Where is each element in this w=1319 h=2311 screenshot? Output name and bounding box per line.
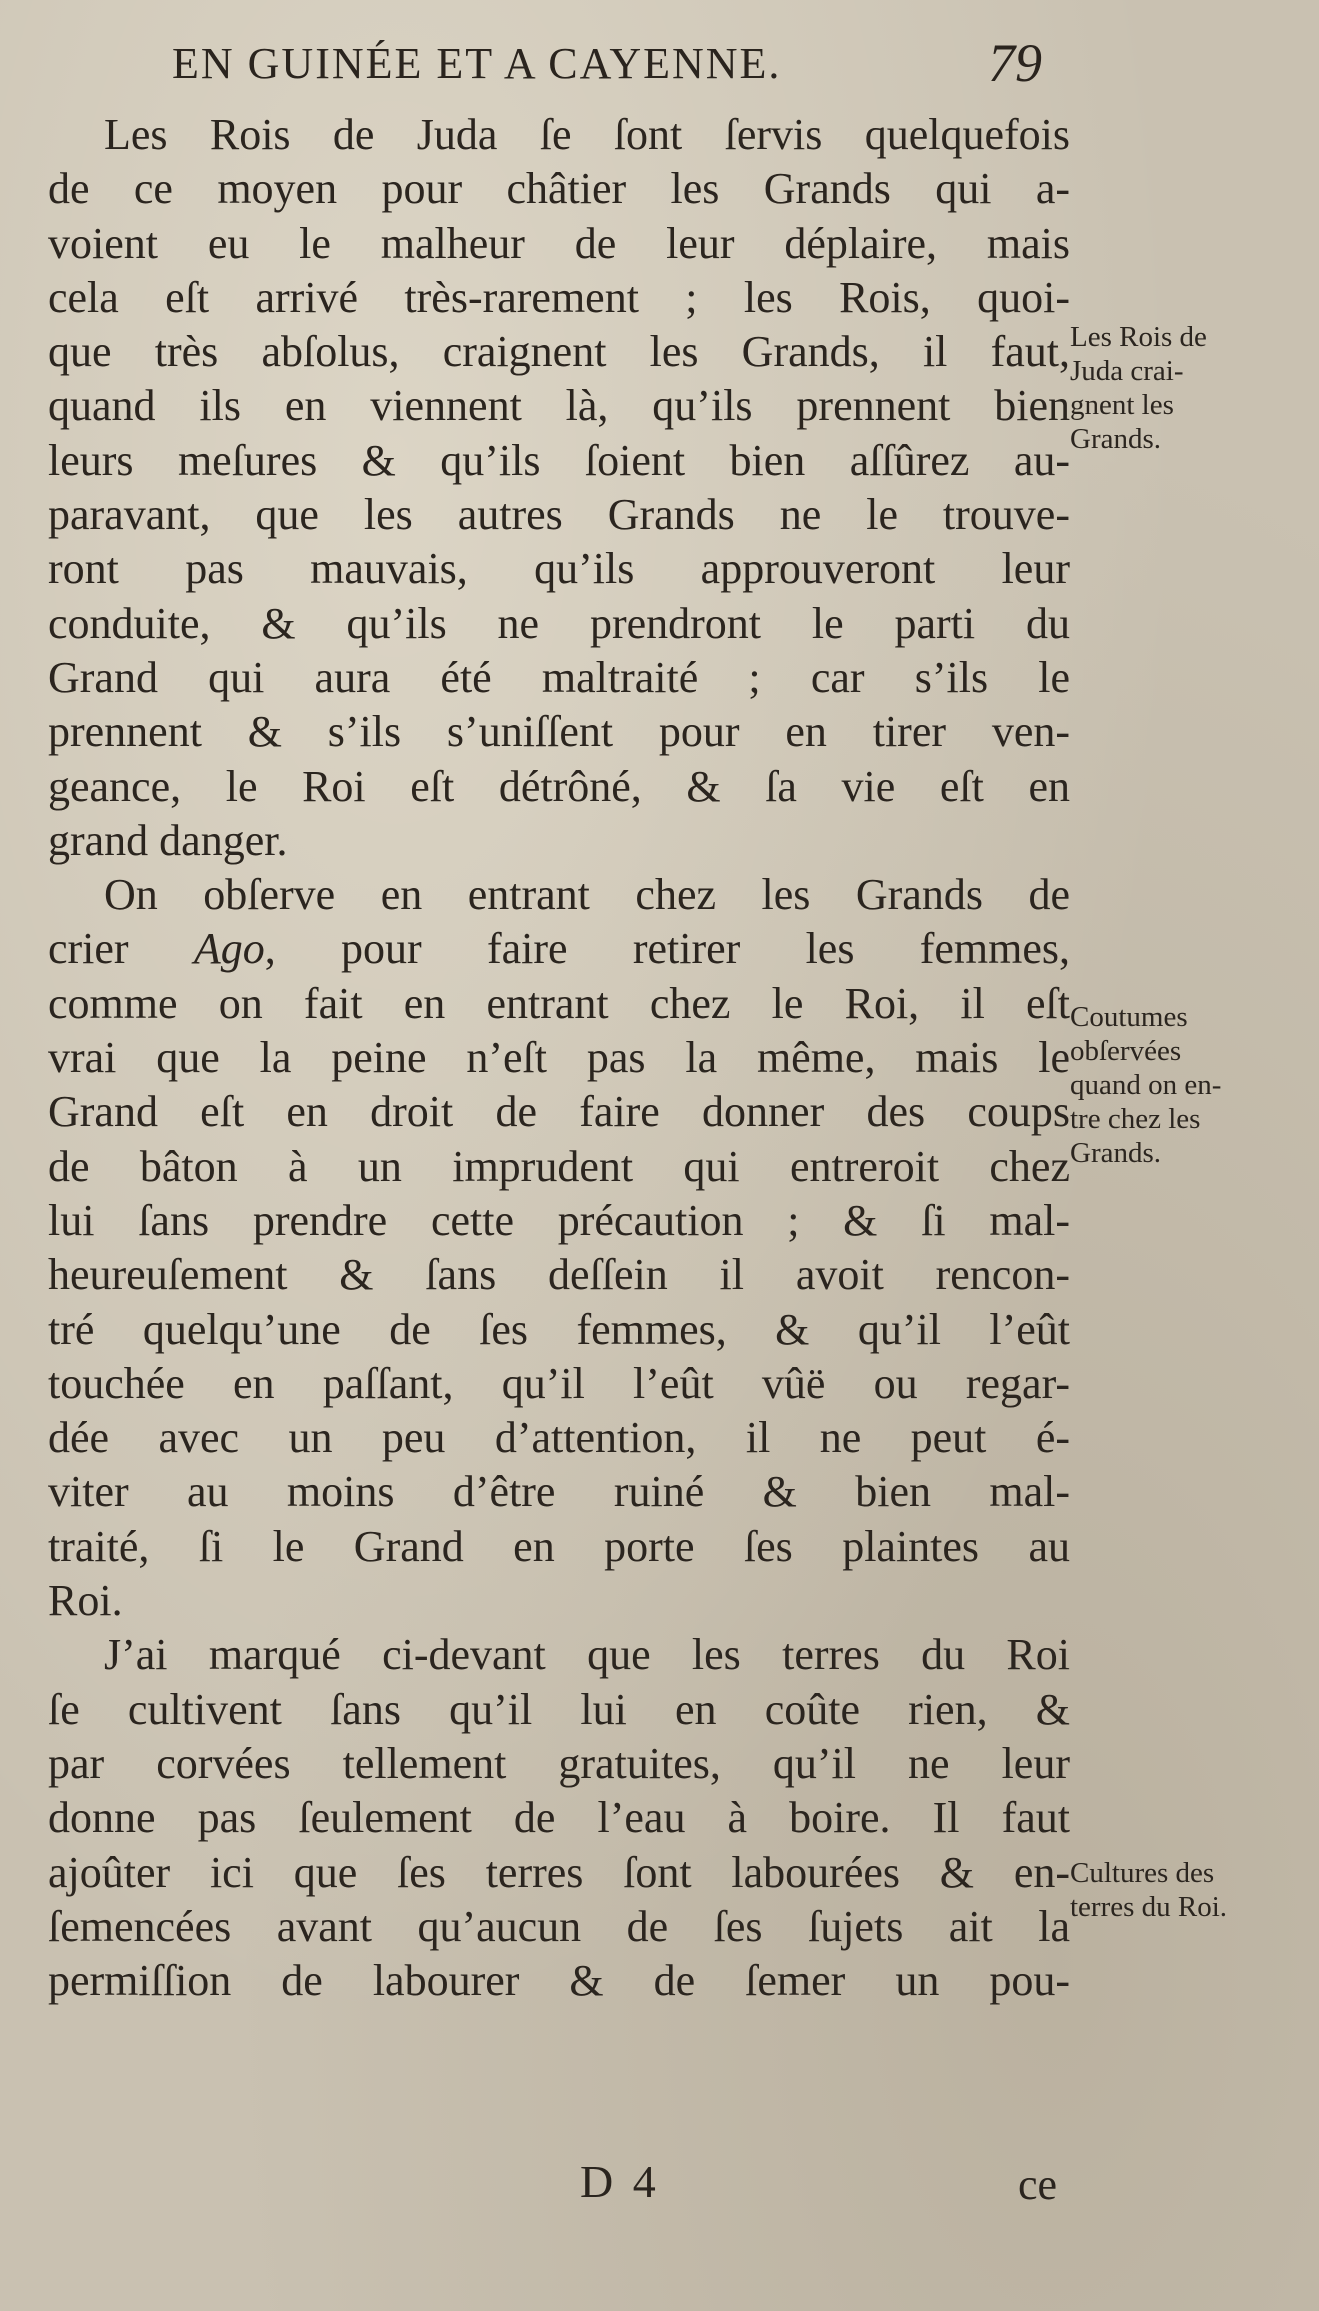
text-line: Grand qui aura été maltraité ; car s’ils le	[48, 652, 1070, 702]
marginal-note-rois-de-juda	[1070, 320, 1310, 456]
text-line: ſemencées avant qu’aucun de ſes ſujets ait la	[48, 1901, 1070, 1951]
text-line: ajoûter ici que ſes terres ſont labourées & en-	[48, 1847, 1070, 1897]
text-line: voient eu le malheur de leur déplaire, mais	[48, 218, 1070, 268]
text-line: lui ſans prendre cette précaution ; & ſi mal-	[48, 1195, 1070, 1245]
marginal-line: gnent les	[1070, 389, 1174, 421]
text-line: quand ils en viennent là, qu’ils prennent bien	[48, 381, 1070, 431]
text-line: traité, ſi le Grand en porte ſes plaintes au	[48, 1521, 1070, 1571]
text-line: touchée en paſſant, qu’il l’eût vûë ou regar-	[48, 1358, 1070, 1408]
marginal-line: Cultures des	[1070, 1857, 1215, 1889]
marginal-line: tre chez les	[1070, 1103, 1201, 1135]
marginal-line: quand on en-	[1070, 1069, 1222, 1101]
text-fragment: crier	[48, 924, 129, 974]
page-footer	[0, 2155, 1319, 2215]
catchword: ce	[1018, 2160, 1058, 2209]
text-line: vrai que la peine n’eſt pas la même, mais le	[48, 1033, 1070, 1083]
text-line: heureuſement & ſans deſſein il avoit rencon-	[48, 1250, 1070, 1300]
marginal-note-cultures	[1070, 1856, 1310, 1924]
page-header	[172, 32, 1052, 102]
text-line: J’ai marqué ci-devant que les terres du Roi	[104, 1630, 1070, 1680]
marginal-line: obſervées	[1070, 1035, 1182, 1067]
text-line: tré quelqu’une de ſes femmes, & qu’il l’eût	[48, 1304, 1070, 1354]
italic-term: Ago	[193, 924, 265, 974]
text-line: cela eſt arrivé très-rarement ; les Rois, quoi-	[48, 272, 1070, 322]
text-line: geance, le Roi eſt détrôné, & ſa vie eſt en	[48, 761, 1070, 811]
text-fragment: , pour faire retirer les femmes,	[264, 924, 1070, 974]
text-line: donne pas ſeulement de l’eau à boire. Il faut	[48, 1793, 1070, 1843]
body-text	[48, 108, 1070, 2008]
text-line: Les Rois de Juda ſe ſont ſervis quelquefois	[104, 110, 1070, 159]
signature-mark: D 4	[580, 2156, 660, 2207]
text-line: que très abſolus, craignent les Grands, il faut,	[48, 327, 1070, 377]
text-line: ſe cultivent ſans qu’il lui en coûte rien, &	[48, 1684, 1070, 1734]
running-head: EN GUINÉE ET A CAYENNE.	[172, 39, 782, 88]
text-line: de bâton à un imprudent qui entreroit chez	[48, 1141, 1070, 1191]
text-line: ront pas mauvais, qu’ils approuveront leur	[48, 544, 1070, 594]
text-line: par corvées tellement gratuites, qu’il ne leur	[48, 1738, 1070, 1788]
text-line: Roi.	[48, 1576, 123, 1626]
marginal-line: Grands.	[1070, 1137, 1162, 1169]
marginal-line: terres du Roi.	[1070, 1891, 1228, 1923]
marginal-line: Grands.	[1070, 423, 1162, 455]
marginal-line: Les Rois de	[1070, 321, 1207, 353]
marginal-line: Coutumes	[1070, 1001, 1188, 1033]
text-line-with-italic	[48, 922, 1070, 976]
text-line: Grand eſt en droit de faire donner des coups	[48, 1087, 1070, 1137]
text-line: conduite, & qu’ils ne prendront le parti du	[48, 598, 1070, 648]
text-line: comme on fait en entrant chez le Roi, il eſt	[48, 978, 1070, 1028]
text-line: de ce moyen pour châtier les Grands qui a-	[48, 164, 1070, 214]
marginal-line: Juda crai-	[1070, 355, 1184, 387]
text-line: On obſerve en entrant chez les Grands de	[104, 870, 1070, 920]
marginal-note-coutumes	[1070, 1000, 1310, 1170]
text-line: paravant, que les autres Grands ne le trouve-	[48, 490, 1070, 540]
text-line: permiſſion de labourer & de ſemer un pou-	[48, 1956, 1070, 2006]
text-line: prennent & s’ils s’uniſſent pour en tirer ven-	[48, 707, 1070, 757]
page-number: 79	[988, 33, 1042, 93]
text-line: leurs meſures & qu’ils ſoient bien aſſûrez au-	[48, 435, 1070, 485]
text-line: dée avec un peu d’attention, il ne peut é-	[48, 1413, 1070, 1463]
text-line: viter au moins d’être ruiné & bien mal-	[48, 1467, 1070, 1517]
text-line: grand danger.	[48, 815, 288, 865]
